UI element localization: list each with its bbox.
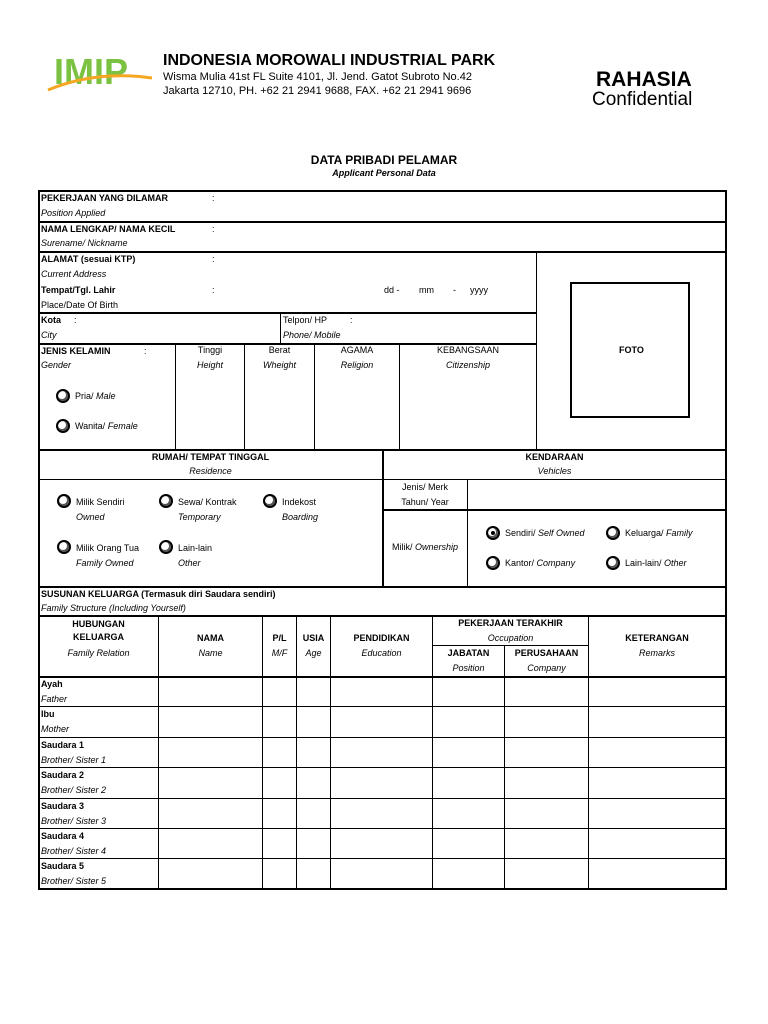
birth-dd[interactable]: dd - bbox=[384, 285, 400, 295]
residence-temporary-radio[interactable] bbox=[159, 494, 173, 508]
address-label: ALAMAT (sesuai KTP) bbox=[41, 254, 136, 264]
position-colon: : bbox=[212, 193, 215, 203]
vehicle-other-radio[interactable] bbox=[606, 556, 620, 570]
family-label: SUSUNAN KELUARGA (Termasuk diri Saudara sendiri) bbox=[41, 589, 276, 599]
gender-label: JENIS KELAMIN bbox=[41, 346, 111, 356]
row-label: Saudara 3 bbox=[41, 801, 85, 811]
position-label: PEKERJAAN YANG DILAMAR bbox=[41, 193, 169, 203]
address-input[interactable] bbox=[220, 253, 530, 281]
residence-temporary-label: Sewa/ Kontrak bbox=[178, 497, 237, 507]
birth-mm[interactable]: mm bbox=[419, 285, 434, 295]
name-header: NAMA bbox=[197, 633, 224, 643]
row-label: Ibu bbox=[41, 709, 55, 719]
name-label: NAMA LENGKAP/ NAMA KECIL bbox=[41, 224, 176, 234]
relation-header-1: HUBUNGAN bbox=[72, 619, 125, 629]
birth-label: Tempat/Tgl. Lahir bbox=[41, 285, 116, 295]
logo-text: IMIP bbox=[54, 51, 129, 92]
religion-sub: Religion bbox=[340, 360, 374, 370]
row-label: Saudara 5 bbox=[41, 861, 85, 871]
residence-owned-radio[interactable] bbox=[57, 494, 71, 508]
birth-dash: - bbox=[453, 285, 456, 295]
vehicle-family-label: Keluarga/ Family bbox=[625, 528, 693, 538]
company-header: PERUSAHAAN bbox=[514, 648, 579, 658]
sex-header: P/L bbox=[272, 633, 287, 643]
citizenship-label: KEBANGSAAN bbox=[436, 345, 500, 355]
row-sub: Brother/ Sister 2 bbox=[41, 785, 107, 795]
confidential-label: Confidential bbox=[592, 89, 693, 110]
photo-label: FOTO bbox=[619, 345, 644, 355]
birth-sub: Place/Date Of Birth bbox=[41, 300, 119, 310]
row-sub: Mother bbox=[41, 724, 70, 734]
relation-header-sub: Family Relation bbox=[67, 648, 130, 658]
row-sub: Brother/ Sister 1 bbox=[41, 755, 107, 765]
address-sub: Current Address bbox=[41, 269, 107, 279]
city-sub: City bbox=[41, 330, 57, 340]
vehicle-ownership-label: Milik/ Ownership bbox=[391, 542, 459, 552]
form-title: DATA PRIBADI PELAMAR bbox=[310, 153, 458, 167]
residence-boarding-sub: Boarding bbox=[282, 512, 319, 522]
gender-sub: Gender bbox=[41, 360, 72, 370]
company-header-sub: Company bbox=[527, 663, 566, 673]
vehicle-family-radio[interactable] bbox=[606, 526, 620, 540]
vehicle-brand-label: Jenis/ Merk bbox=[401, 482, 448, 492]
company-address-2: Jakarta 12710, PH. +62 21 2941 9688, FAX. +62 21 2941 9696 bbox=[163, 85, 472, 97]
family-sub: Family Structure (Including Yourself) bbox=[41, 603, 186, 613]
gender-colon: : bbox=[144, 346, 147, 356]
residence-owned-label: Milik Sendiri bbox=[76, 497, 125, 507]
vehicle-self-owned-label: Sendiri/ Self Owned bbox=[505, 528, 585, 538]
residence-other-sub: Other bbox=[178, 558, 201, 568]
row-label: Saudara 4 bbox=[41, 831, 85, 841]
vehicle-company-radio[interactable] bbox=[486, 556, 500, 570]
row-label: Saudara 1 bbox=[41, 740, 85, 750]
remarks-header-sub: Remarks bbox=[638, 648, 675, 658]
residence-owned-sub: Owned bbox=[76, 512, 105, 522]
weight-label: Berat bbox=[268, 345, 291, 355]
residence-boarding-radio[interactable] bbox=[263, 494, 277, 508]
city-colon: : bbox=[74, 315, 77, 325]
male-label: Pria/ Male bbox=[75, 391, 116, 401]
rahasia-label: RAHASIA bbox=[596, 68, 692, 91]
female-radio[interactable] bbox=[56, 419, 70, 433]
company-name: INDONESIA MOROWALI INDUSTRIAL PARK bbox=[163, 52, 496, 69]
occupation-header: PEKERJAAN TERAKHIR bbox=[458, 618, 563, 628]
education-header-sub: Education bbox=[361, 648, 402, 658]
form-subtitle: Applicant Personal Data bbox=[332, 168, 436, 178]
vehicle-year-label: Tahun/ Year bbox=[401, 497, 449, 507]
name-header-sub: Name bbox=[198, 648, 223, 658]
birth-colon: : bbox=[212, 285, 215, 295]
company-address-1: Wisma Mulia 41st FL Suite 4101, Jl. Jend. Gatot Subroto No.42 bbox=[163, 71, 472, 83]
residence-boarding-label: Indekost bbox=[282, 497, 317, 507]
row-sub: Brother/ Sister 4 bbox=[41, 846, 107, 856]
residence-family-owned-sub: Family Owned bbox=[76, 558, 134, 568]
row-label: Ayah bbox=[41, 679, 63, 689]
address-colon: : bbox=[212, 254, 215, 264]
relation-header-2: KELUARGA bbox=[73, 632, 124, 642]
phone-colon: : bbox=[350, 315, 353, 325]
row-sub: Father bbox=[41, 694, 68, 704]
row-label: Saudara 2 bbox=[41, 770, 85, 780]
vehicle-sub: Vehicles bbox=[537, 466, 572, 476]
job-position-header: JABATAN bbox=[447, 648, 490, 658]
vehicle-other-label: Lain-lain/ Other bbox=[625, 558, 687, 568]
residence-other-radio[interactable] bbox=[159, 540, 173, 554]
occupation-header-sub: Occupation bbox=[487, 633, 534, 643]
name-colon: : bbox=[212, 224, 215, 234]
residence-family-owned-radio[interactable] bbox=[57, 540, 71, 554]
sex-header-sub: M/F bbox=[271, 648, 288, 658]
name-sub: Surename/ Nickname bbox=[41, 238, 128, 248]
age-header: USIA bbox=[302, 633, 325, 643]
birth-yyyy[interactable]: yyyy bbox=[470, 285, 488, 295]
vehicle-company-label: Kantor/ Company bbox=[505, 558, 576, 568]
row-sub: Brother/ Sister 3 bbox=[41, 816, 107, 826]
city-label: Kota bbox=[41, 315, 61, 325]
vehicle-self-owned-radio[interactable] bbox=[486, 526, 500, 540]
education-header: PENDIDIKAN bbox=[353, 633, 410, 643]
residence-label: RUMAH/ TEMPAT TINGGAL bbox=[151, 452, 270, 462]
vehicle-brand-input[interactable] bbox=[470, 481, 722, 508]
position-sub: Position Applied bbox=[41, 208, 106, 218]
phone-label: Telpon/ HP bbox=[283, 315, 328, 325]
height-label: Tinggi bbox=[197, 345, 223, 355]
height-sub: Height bbox=[196, 360, 223, 370]
weight-sub: Wheight bbox=[262, 360, 297, 370]
city-input[interactable] bbox=[82, 314, 277, 342]
residence-temporary-sub: Temporary bbox=[178, 512, 221, 522]
male-radio[interactable] bbox=[56, 389, 70, 403]
row-sub: Brother/ Sister 5 bbox=[41, 876, 107, 886]
citizenship-sub: Citizenship bbox=[445, 360, 491, 370]
residence-other-label: Lain-lain bbox=[178, 543, 213, 553]
age-header-sub: Age bbox=[305, 648, 322, 658]
residence-sub: Residence bbox=[189, 466, 232, 476]
phone-input[interactable] bbox=[360, 314, 530, 342]
vehicle-label: KENDARAAN bbox=[525, 452, 584, 462]
job-position-header-sub: Position bbox=[452, 663, 485, 673]
female-label: Wanita/ Female bbox=[75, 421, 138, 431]
phone-sub: Phone/ Mobile bbox=[283, 330, 341, 340]
name-input[interactable] bbox=[220, 223, 720, 251]
company-logo bbox=[46, 48, 154, 98]
remarks-header: KETERANGAN bbox=[625, 633, 689, 643]
religion-label: AGAMA bbox=[340, 345, 374, 355]
residence-family-owned-label: Milik Orang Tua bbox=[76, 543, 140, 553]
position-input[interactable] bbox=[220, 192, 720, 220]
